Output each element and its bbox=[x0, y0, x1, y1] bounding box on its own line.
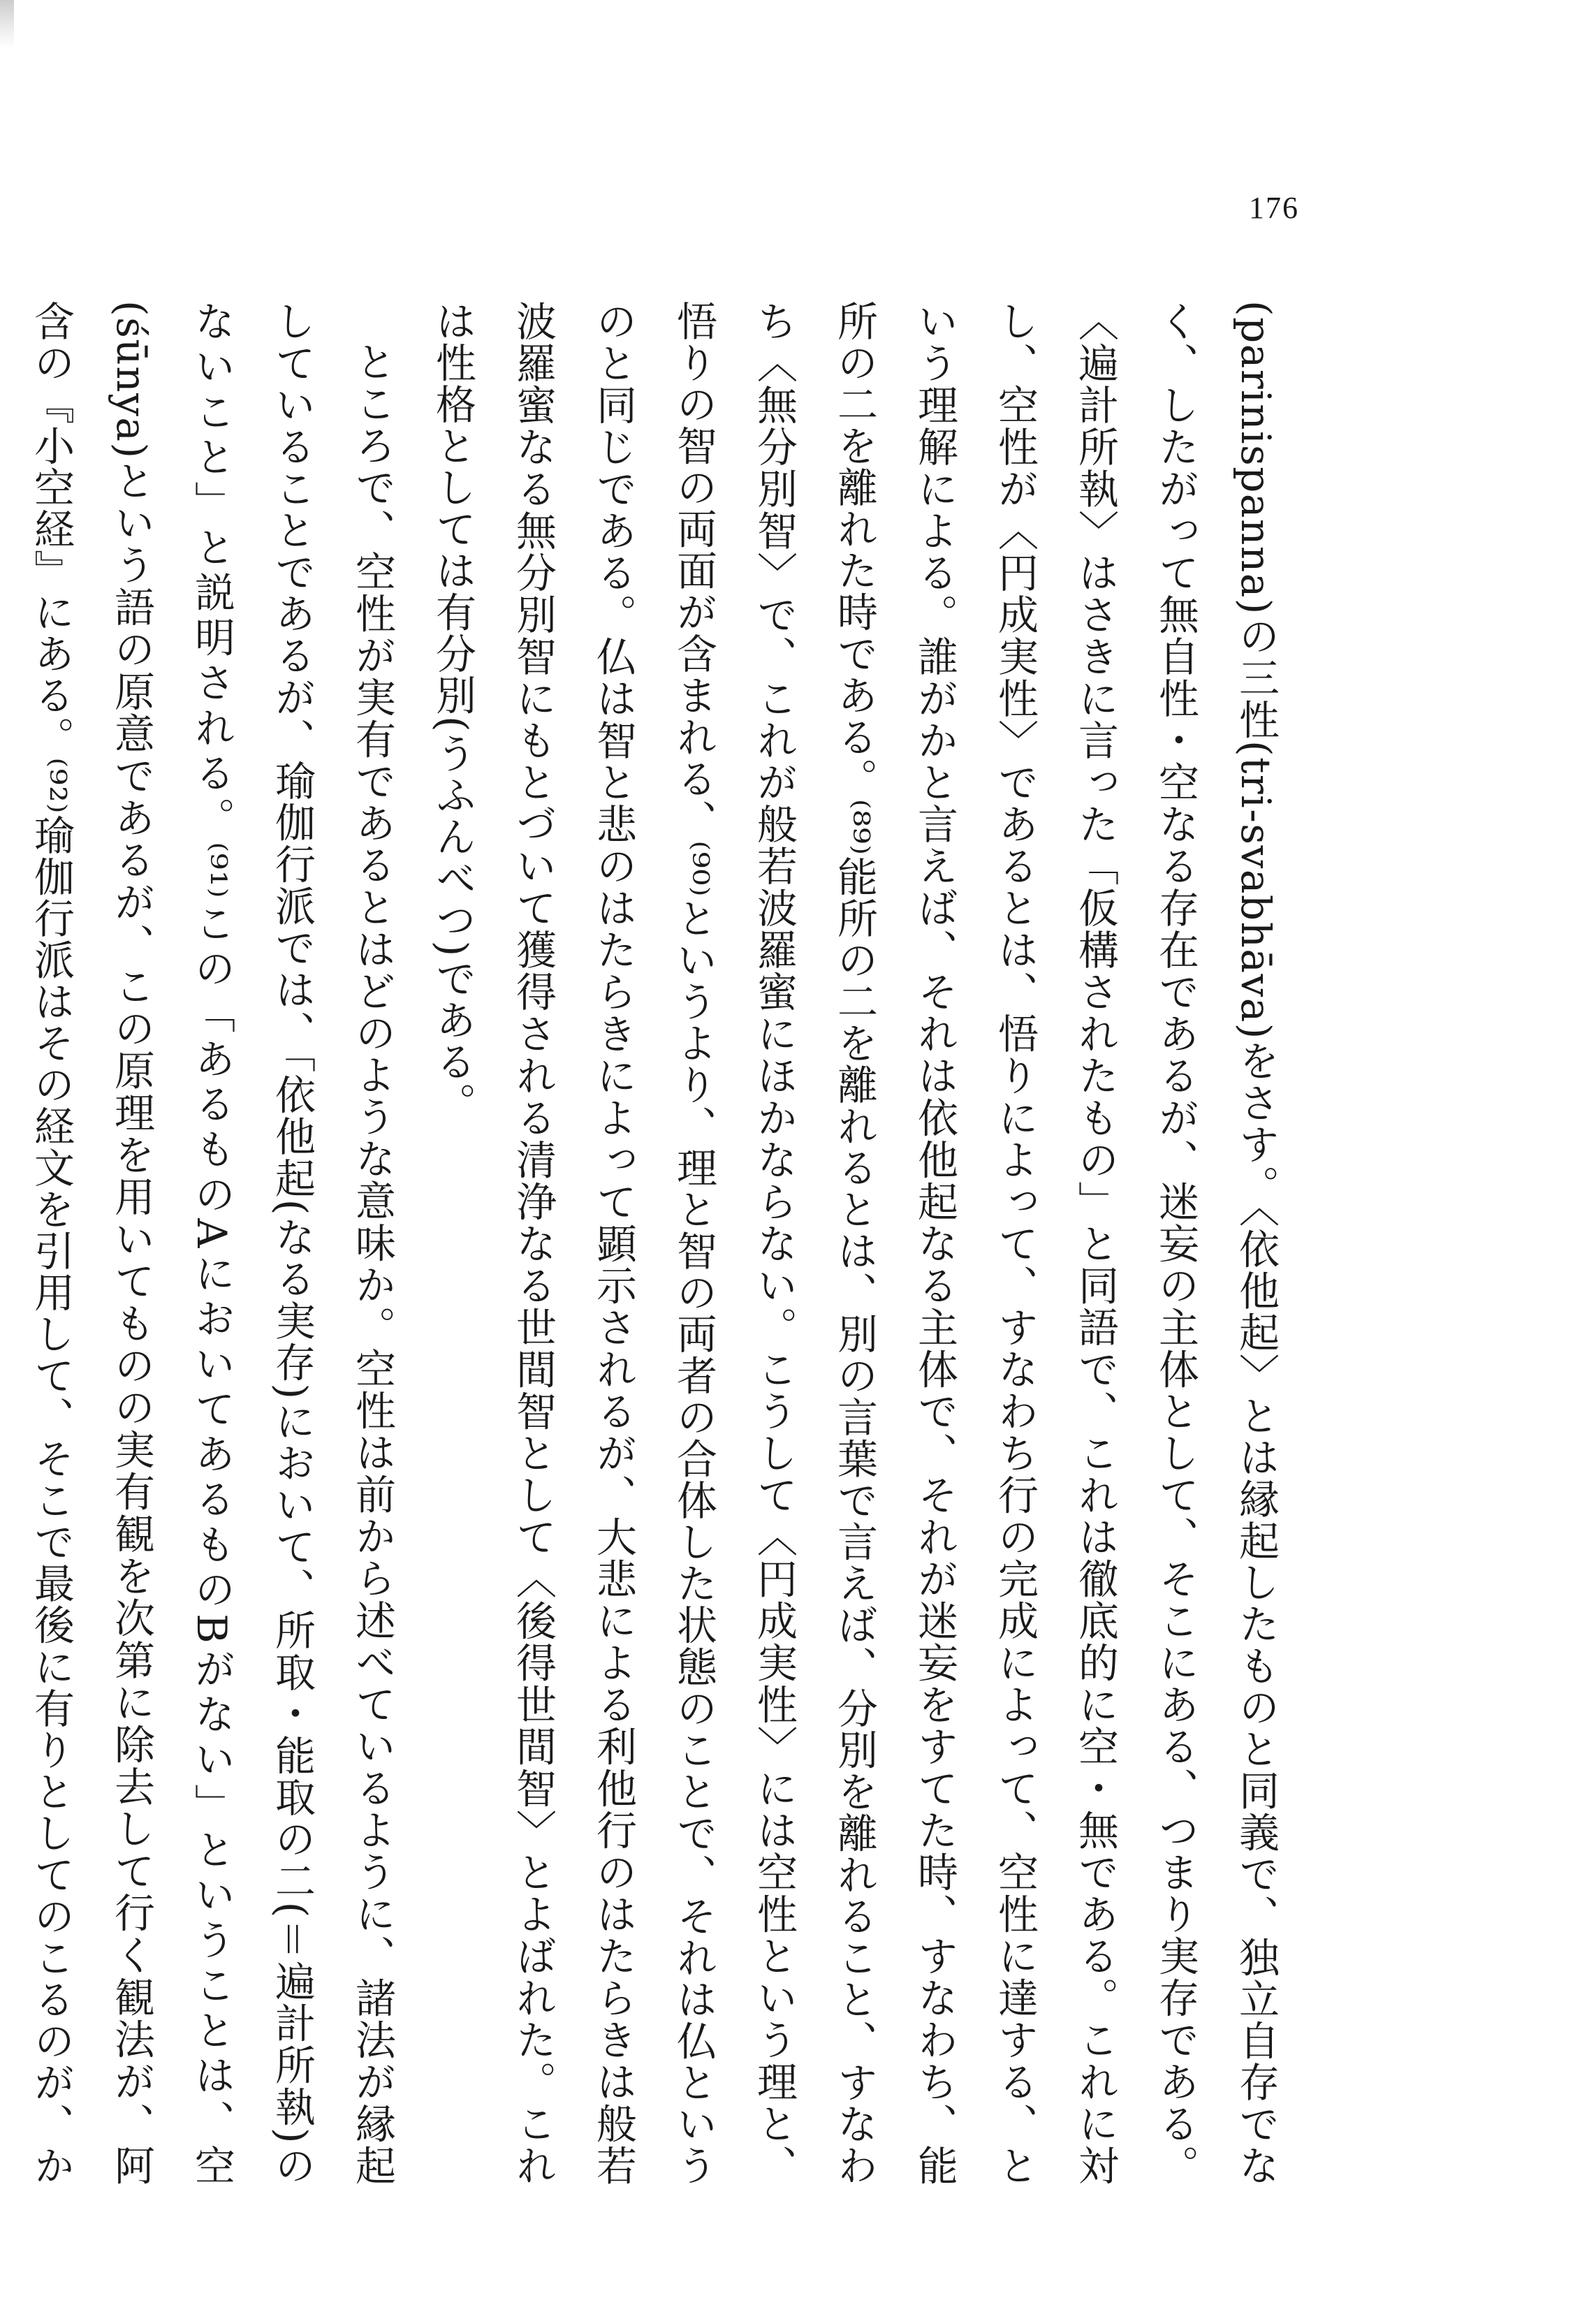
vertical-text-body bbox=[27, 300, 1296, 2186]
scan-edge-mark bbox=[0, 0, 14, 49]
page-number: 176 bbox=[1249, 191, 1299, 225]
paragraph-2: ところで、空性が実有であるとはどのような意味か。空性は前から述べているように、諸法が縁起していることであるが、瑜伽行派では、「依他起(なる実存)において、所取・能取の二(＝遍計所執)のないこと」と説明される。⁽⁹¹⁾この「あるものAにおいてあるものBがない」ということは、空(śūnya)という語の原意であるが、この原理を用いてものの実有観を次第に除去して行く観法が、阿含の『小空経』にある。⁽⁹²⁾瑜伽行派はその経文を引用して、そこで最後に有りとしてのこるのが、か bbox=[27, 300, 396, 2186]
paragraph-1: (parinispanna)の三性(tri-svabhāva)をさす。〈依他起〉とは縁起したものと同義で、独立自存でなく、したがって無自性・空なる存在であるが、迷妄の主体として、そこにある、つまり実存である。〈遍計所執〉はさきに言った「仮構されたもの」と同語で、これは徹底的に空・無である。これに対し、空性が〈円成実性〉であるとは、悟りによって、すなわち行の完成によって、空性に達する、という理解による。誰がかと言えば、それは依他起なる主体で、それが迷妄をすてた時、すなわち、能所の二を離れた時である。⁽⁸⁹⁾能所の二を離れるとは、別の言葉で言えば、分別を離れること、すなわち〈無分別智〉で、これが般若波羅蜜にほかならない。こうして〈円成実性〉には空性という理と、悟りの智の両面が含まれる、⁽⁹⁰⁾というより、理と智の両者の合体した状態のことで、それは仏というのと同じである。仏は智と悲のはたらきによって顕示されるが、大悲による利他行のはたらきは般若波羅蜜なる無分別智にもとづいて獲得される清浄なる世間智として〈後得世間智〉とよばれた。これは性格としては有分別(うふんべつ)である。 bbox=[429, 300, 1280, 2186]
